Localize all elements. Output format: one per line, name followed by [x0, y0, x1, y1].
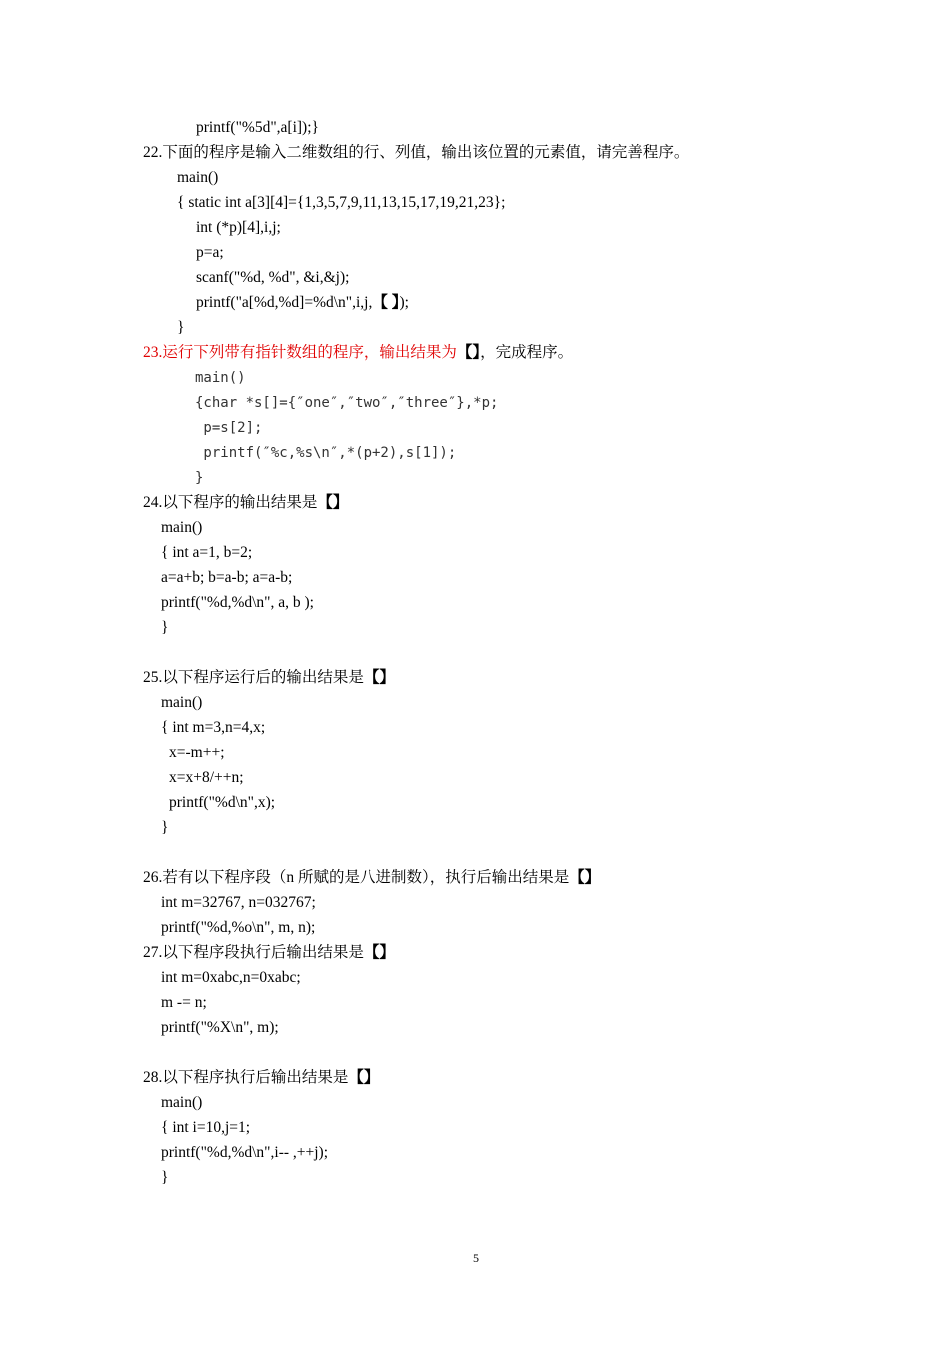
- q22-code-line: scanf("%d, %d", &i,&j);: [196, 269, 350, 286]
- q24-code-line: { int a=1, b=2;: [161, 544, 253, 561]
- q24-code-line: }: [161, 619, 169, 636]
- q28-code-line: { int i=10,j=1;: [161, 1119, 251, 1136]
- q26-code-line: int m=32767, n=032767;: [161, 894, 316, 911]
- q23-title-suffix: ，完成程序。: [480, 344, 574, 361]
- q23-code-line: p=s[2];: [195, 420, 263, 436]
- q27-code-line: m -= n;: [161, 994, 207, 1011]
- q22-question-title: 22.下面的程序是输入二维数组的行、列值，输出该位置的元素值，请完善程序。: [143, 144, 690, 161]
- q25-code-line: }: [161, 819, 169, 836]
- q22-code-line: main(): [177, 169, 219, 186]
- answer-blank: 【】: [363, 669, 395, 686]
- q25-code-line: main(): [161, 694, 203, 711]
- q22-code-line: int (*p)[4],i,j;: [196, 219, 281, 236]
- q24-question-title: [143, 493, 348, 513]
- q26-question-title: [143, 868, 600, 888]
- answer-blank: 【】: [348, 1069, 380, 1086]
- q24-code-line: printf("%d,%d\n", a, b );: [161, 594, 314, 611]
- q28-code-line: }: [161, 1169, 169, 1186]
- answer-blank: 【】: [569, 869, 601, 886]
- answer-blank: 【】: [363, 944, 395, 961]
- q27-question-title: [143, 943, 395, 963]
- q23-title-text: 23.运行下列带有指针数组的程序，输出结果为: [143, 344, 457, 361]
- q22-code-line: [196, 293, 409, 313]
- q22-printf-tail: );: [399, 294, 409, 311]
- answer-blank: 【】: [317, 494, 349, 511]
- q27-title-text: 27.以下程序段执行后输出结果是: [143, 944, 364, 961]
- q21-code-line: printf("%5d",a[i]);}: [196, 119, 319, 136]
- q23-code-line: printf(″%c,%s\n″,*(p+2),s[1]);: [195, 445, 457, 461]
- q22-code-line: }: [177, 319, 185, 336]
- q23-code-line: {char *s[]={″one″,″two″,″three″},*p;: [195, 395, 499, 411]
- q24-code-line: a=a+b; b=a-b; a=a-b;: [161, 569, 293, 586]
- q25-code-line: x=-m++;: [169, 744, 225, 761]
- q26-code-line: printf("%d,%o\n", m, n);: [161, 919, 316, 936]
- q28-code-line: main(): [161, 1094, 203, 1111]
- q25-code-line: { int m=3,n=4,x;: [161, 719, 266, 736]
- q25-title-text: 25.以下程序运行后的输出结果是: [143, 669, 364, 686]
- q28-question-title: [143, 1068, 379, 1088]
- q28-code-line: printf("%d,%d\n",i-- ,++j);: [161, 1144, 329, 1161]
- q23-code-line: main(): [195, 370, 246, 386]
- answer-blank: 【 】: [372, 294, 400, 311]
- q24-title-text: 24.以下程序的输出结果是: [143, 494, 318, 511]
- answer-blank: 【】: [456, 344, 481, 361]
- q23-question-title: [143, 343, 573, 363]
- q28-title-text: 28.以下程序执行后输出结果是: [143, 1069, 349, 1086]
- q27-code-line: printf("%X\n", m);: [161, 1019, 279, 1036]
- q22-printf-text: printf("a[%d,%d]=%d\n",i,j,: [196, 294, 373, 311]
- q26-title-text: 26.若有以下程序段（n 所赋的是八进制数），执行后输出结果是: [143, 869, 570, 886]
- q27-code-line: int m=0xabc,n=0xabc;: [161, 969, 301, 986]
- q25-code-line: x=x+8/++n;: [169, 769, 244, 786]
- page-number: 5: [473, 1251, 479, 1265]
- q22-code-line: p=a;: [196, 244, 224, 261]
- q22-code-line: { static int a[3][4]={1,3,5,7,9,11,13,15,17,19,21,23};: [177, 194, 506, 211]
- q24-code-line: main(): [161, 519, 203, 536]
- q25-code-line: printf("%d\n",x);: [169, 794, 276, 811]
- q25-question-title: [143, 668, 395, 688]
- q23-code-line: }: [195, 470, 204, 486]
